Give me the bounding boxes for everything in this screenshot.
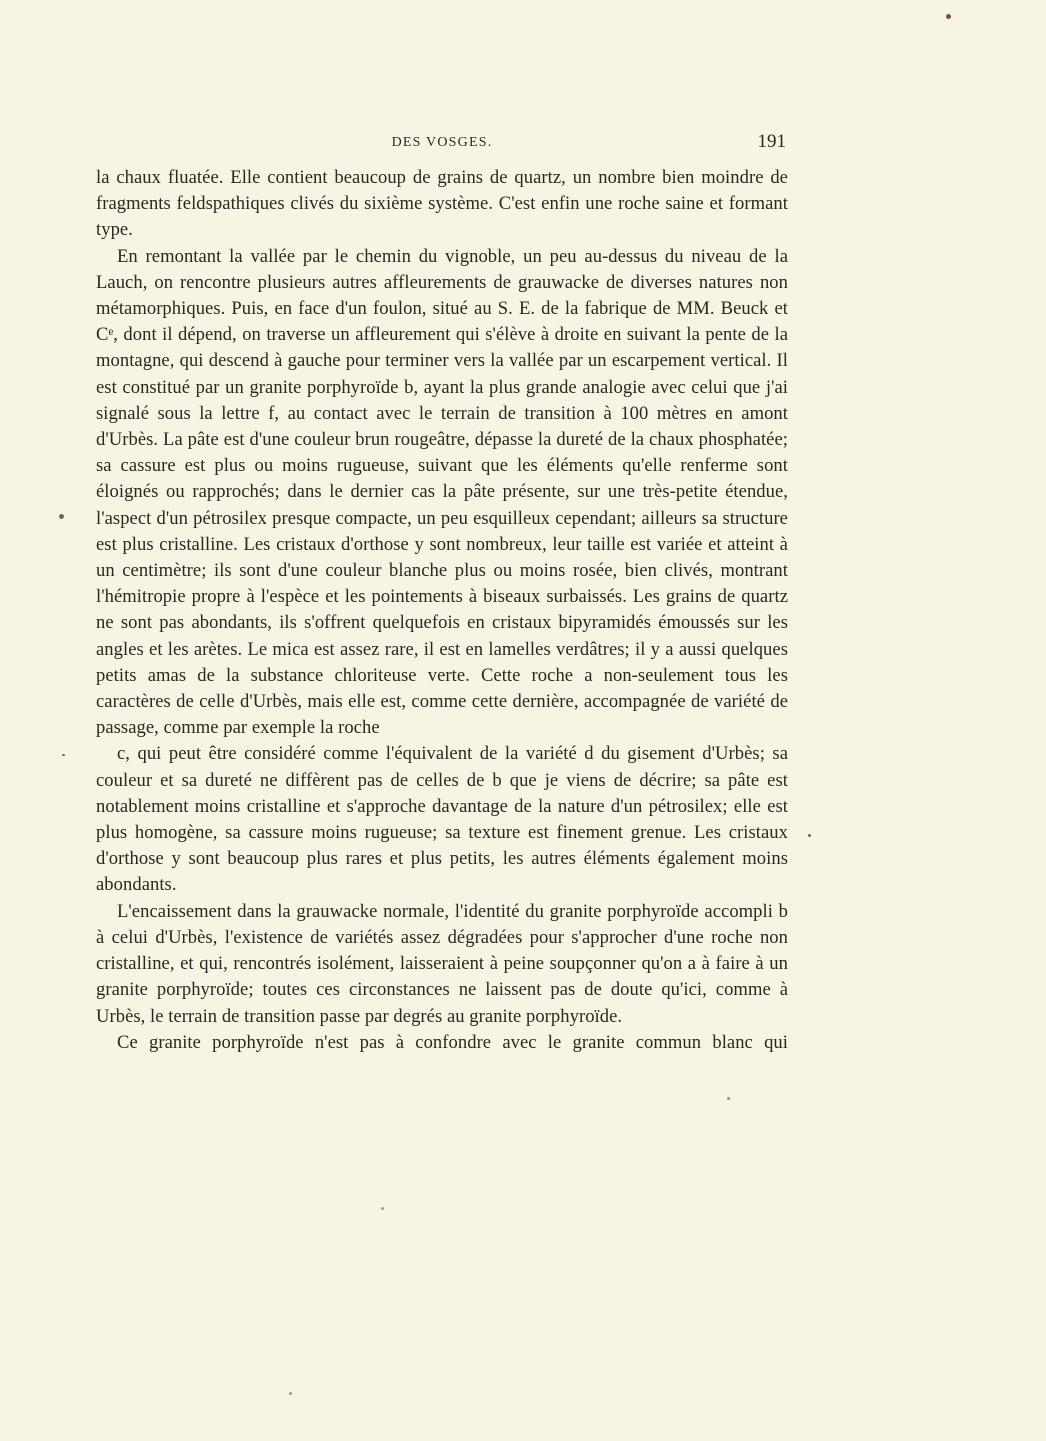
body-text bbox=[96, 165, 788, 1056]
ink-speck bbox=[62, 754, 65, 756]
ink-speck bbox=[946, 14, 951, 19]
paragraph-roche-c: c, qui peut être considéré comme l'équivalent de la variété d du gisement d'Urbès; sa couleur et sa dureté ne diffèrent pas de celles de b que je viens de décrire; sa pâte est notablement moins cristalline et s'approche davantage de la nature d'un pétrosilex; elle est plus homogène, sa cassure moins rugueuse; sa texture est finement grenue. Les cristaux d'orthose y sont beaucoup plus rares et plus petits, les autres éléments également moins abondants. bbox=[96, 743, 788, 896]
ink-speck bbox=[727, 1097, 730, 1100]
running-title: DES VOSGES. bbox=[391, 135, 493, 150]
page-number: 191 bbox=[757, 131, 786, 152]
paragraph-continuation: la chaux fluatée. Elle contient beaucoup de grains de quartz, un nombre bien moindre de fragments feldspathiques clivés du sixième système. C'est enfin une roche saine et formant type. bbox=[96, 167, 788, 241]
paragraph-granite-b: En remontant la vallée par le chemin du vignoble, un peu au-dessus du niveau de la Lauch, on rencontre plusieurs autres affleurements de grauwacke de diverses natures non métamorphiques. Puis, en face d'un foulon, situé au S. E. de la fabrique de MM. Beuck et Cᵉ, dont il dépend, on traverse un affleurement qui s'élève à droite en suivant la pente de la montagne, qui descend à gauche pour terminer vers la vallée par un escarpement vertical. Il est constitué par un granite porphyroïde b, ayant la plus grande analogie avec celui que j'ai signalé sous la lettre f, au contact avec le terrain de transition à 100 mètres en amont d'Urbès. La pâte est d'une couleur brun rougeâtre, dépasse la dureté de la chaux phosphatée; sa cassure est plus ou moins rugueuse, suivant que les éléments qu'elle renferme sont éloignés ou rapprochés; dans le dernier cas la pâte présente, sur une très-petite étendue, l'aspect d'un pétrosilex presque compacte, un peu esquilleux cependant; ailleurs sa structure est plus cristalline. Les cristaux d'orthose y sont nombreux, leur taille est variée et atteint à un centimètre; ils sont d'une couleur blanche plus ou moins rosée, bien clivés, montrant l'hémitropie propre à l'espèce et les pointements à biseaux surbaissés. Les grains de quartz ne sont pas abondants, ils s'offrent quelquefois en cristaux bipyramidés émoussés sur les angles et les arètes. Le mica est assez rare, il est en lamelles verdâtres; il y a aussi quelques petits amas de la substance chloriteuse verte. Cette roche a non-seulement tous les caractères de celle d'Urbès, mais elle est, comme cette dernière, accompagnée de variété de passage, comme par exemple la roche bbox=[96, 245, 788, 739]
paragraph-granite-commun: Ce granite porphyroïde n'est pas à confondre avec le granite commun blanc qui bbox=[117, 1031, 788, 1053]
ink-speck bbox=[381, 1207, 384, 1210]
ink-speck bbox=[59, 514, 64, 519]
paragraph-encaissement: L'encaissement dans la grauwacke normale, l'identité du granite porphyroïde accompli b à celui d'Urbès, l'existence de variétés assez dégradées pour s'approcher d'une roche non cristalline, et qui, rencontrés isolément, laisseraient à peine soupçonner qu'on a à faire à un granite porphyroïde; toutes ces circonstances ne laissent pas de doute qu'ici, comme à Urbès, le terrain de transition passe par degrés au granite porphyroïde. bbox=[96, 900, 788, 1027]
page-header bbox=[96, 131, 788, 157]
ink-speck bbox=[808, 834, 811, 837]
ink-speck bbox=[289, 1392, 292, 1395]
